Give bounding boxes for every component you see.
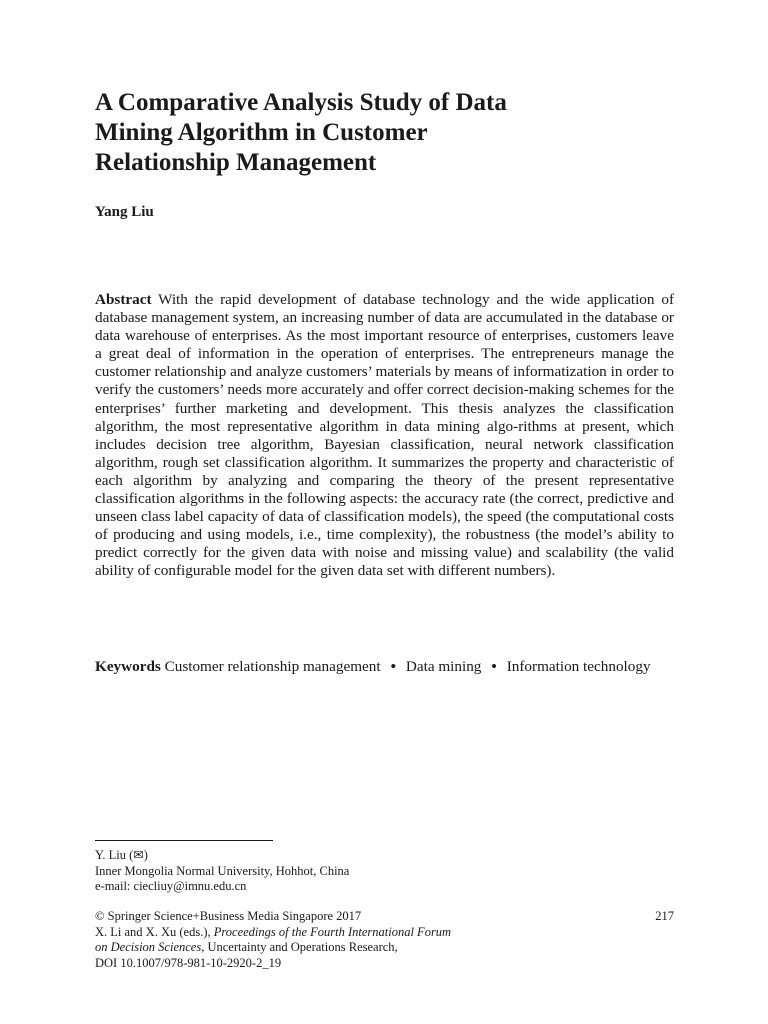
abstract-text: With the rapid development of database technology and the wide application of database management system, an increasing number of data are accumulated in the database or data warehouse of enterprises. As the most important resource of enterprises, customers leave a great deal of information in the operation of enterprises. The entrepreneurs manage the customer relationship and analyze customers’ materials by means of informatization in order to verify the customers’ needs more accurately and offer correct decision-making schemes for the enterprises’ further marketing and development. This thesis analyzes the classification algorithm, the most representative algorithm in data mining algo-rithms at present, which includes decision tree algorithm, Bayesian classification, neural network classification algorithm, rough set classification algorithm. It summarizes the property and characteristic of each algorithm by analyzing and comparing the theory of the present representative classification algorithms in the following aspects: the accuracy rate (the correct, predictive and unseen class label capacity of data of classification models), the speed (the computational costs of producing and using models, i.e., time complexity), the robustness (the model’s ability to predict correctly for the given data with noise and missing value) and scalability (the valid ability of configurable model for the given data set with different numbers).: [95, 291, 675, 580]
keywords-label: Keywords: [95, 658, 161, 675]
author-name: Yang Liu: [95, 204, 154, 220]
title-line-3: Relationship Management: [95, 149, 377, 176]
affiliation-author: Y. Liu (✉): [95, 848, 148, 862]
editors-line: [95, 925, 674, 941]
keyword-separator: •: [390, 658, 396, 675]
copyright-line: © Springer Science+Business Media Singapore 2017: [95, 909, 362, 923]
affiliation-institution: Inner Mongolia Normal University, Hohhot, China: [95, 863, 350, 878]
abstract-label: Abstract: [95, 291, 152, 308]
paper-title: [95, 88, 575, 178]
publication-info: [95, 909, 674, 971]
keyword-separator: •: [491, 658, 497, 675]
doi-line: DOI 10.1007/978-981-10-2920-2_19: [95, 955, 282, 970]
proceedings-title-2: on Decision Sciences: [95, 940, 202, 954]
page-number: 217: [655, 909, 674, 923]
affiliation-email: e-mail: ciecliuy@imnu.edu.cn: [95, 879, 247, 893]
keyword-item: Customer relationship management: [164, 658, 381, 675]
series-line: [95, 940, 674, 956]
footnote-divider: [95, 840, 273, 841]
paper-page: [95, 0, 674, 1024]
keywords: [95, 658, 674, 677]
keyword-item: Information technology: [506, 658, 651, 675]
series-name: , Uncertainty and Operations Research,: [201, 940, 398, 954]
editors: X. Li and X. Xu (eds.),: [95, 924, 211, 939]
title-line-2: Mining Algorithm in Customer: [95, 119, 428, 146]
abstract: [95, 291, 674, 581]
proceedings-title-1: Proceedings of the Fourth International Forum: [213, 924, 452, 939]
author-affiliation: [95, 848, 674, 895]
keyword-item: Data mining: [405, 658, 482, 675]
title-line-1: A Comparative Analysis Study of Data: [95, 89, 507, 116]
